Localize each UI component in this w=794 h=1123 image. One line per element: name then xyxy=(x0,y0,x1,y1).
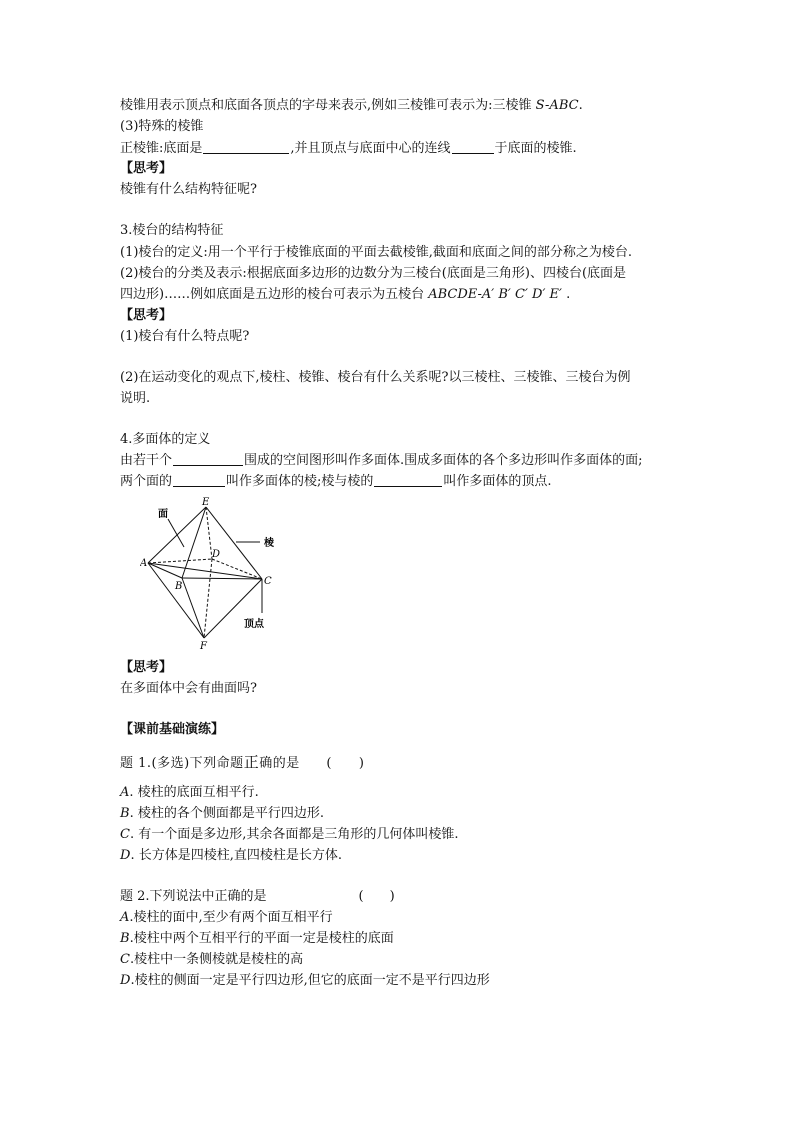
text: 正棱锥:底面是 xyxy=(120,141,203,156)
text: 叫作多面体的棱;棱与棱的 xyxy=(226,474,374,489)
text: 两个面的 xyxy=(120,474,173,489)
vertex-label-E: E xyxy=(202,497,210,508)
math-text: ABCDE-A′ B′ C′ D′ E′ xyxy=(428,287,562,302)
text: . xyxy=(561,287,571,302)
section-heading-practice: 【课前基础演练】 xyxy=(120,722,225,737)
option-text: .棱柱中两个互相平行的平面一定是棱柱的底面 xyxy=(129,931,394,946)
think-heading: 【思考】 xyxy=(120,308,173,323)
option-text: .棱柱中一条侧棱就是棱柱的高 xyxy=(129,952,304,967)
question-1-stem xyxy=(120,752,365,774)
line-pyramid-notation xyxy=(120,96,583,116)
fill-blank[interactable] xyxy=(374,472,442,487)
think-question: (2)在运动变化的观点下,棱柱、棱锥、棱台有什么关系呢?以三棱柱、三棱锥、三棱台为例 xyxy=(120,370,631,385)
option-key: A xyxy=(120,785,130,800)
answer-bracket[interactable]: ( ) xyxy=(358,889,395,904)
text: 棱锥用表示顶点和底面各顶点的字母来表示,例如三棱锥可表示为:三棱锥 xyxy=(120,98,536,113)
question-2-option-d xyxy=(120,971,490,991)
think-question-cont: 说明. xyxy=(120,391,151,406)
text: ,并且顶点与底面中心的连线 xyxy=(290,141,451,156)
edge-AF xyxy=(148,563,204,638)
text: 题 1.(多选)下列命题 xyxy=(120,756,244,771)
text: 叫作多面体的顶点. xyxy=(443,474,552,489)
question-1-option-d xyxy=(120,846,342,866)
label-vertex: 顶点 xyxy=(244,619,264,630)
edge-BF xyxy=(182,578,204,638)
option-key: C xyxy=(120,952,130,967)
vertex-label-D: D xyxy=(212,549,221,560)
question-2-option-c xyxy=(120,950,303,970)
text: 确的是 xyxy=(259,756,300,771)
line-frustum-example xyxy=(120,285,570,305)
think-question: 在多面体中会有曲面吗? xyxy=(120,681,257,696)
line-special-pyramid: (3)特殊的棱锥 xyxy=(120,119,204,134)
vertex-label-F: F xyxy=(200,641,207,652)
fill-blank[interactable] xyxy=(452,139,494,154)
edge-BC xyxy=(182,578,262,579)
question-2-stem xyxy=(120,887,395,907)
label-edge: 棱 xyxy=(264,538,274,549)
question-1-option-b xyxy=(120,804,324,824)
option-key: D xyxy=(120,973,131,988)
question-1-option-a xyxy=(120,783,259,803)
line-regular-pyramid xyxy=(120,139,577,159)
text: 围成的空间图形叫作多面体.围成多面体的各个多边形叫作多面体的面; xyxy=(244,453,643,468)
text: 正 xyxy=(243,753,260,771)
fill-blank[interactable] xyxy=(173,451,243,466)
option-key: D xyxy=(120,848,131,863)
math-text: S-ABC xyxy=(535,98,579,113)
option-text: . 棱柱的底面互相平行. xyxy=(129,785,259,800)
option-text: . 有一个面是多边形,其余各面都是三角形的几何体叫棱锥. xyxy=(129,827,459,842)
think-question: (1)棱台有什么特点呢? xyxy=(120,329,250,344)
edge-EC xyxy=(206,507,262,579)
edge-AD-hidden xyxy=(148,559,212,563)
think-heading: 【思考】 xyxy=(120,161,173,176)
vertex-label-B: B xyxy=(175,581,183,592)
text: 由若干个 xyxy=(120,453,173,468)
question-2-option-a xyxy=(120,908,333,928)
label-face: 面 xyxy=(158,509,168,520)
option-key: A xyxy=(120,910,130,925)
option-key: B xyxy=(120,931,130,946)
text: 于底面的棱锥. xyxy=(494,141,577,156)
edge-EB xyxy=(182,507,206,578)
option-text: . 长方体是四棱柱,直四棱柱是长方体. xyxy=(130,848,342,863)
question-1-option-c xyxy=(120,825,458,845)
text: . xyxy=(578,98,583,113)
answer-bracket[interactable]: ( ) xyxy=(326,756,365,771)
text: 题 2.下列说法中正确的是 xyxy=(120,889,267,904)
text: 四边形)……例如底面是五边形的棱台可表示为五棱台 xyxy=(120,287,429,302)
line-frustum-definition: (1)棱台的定义:用一个平行于棱锥底面的平面去截棱锥,截面和底面之间的部分称之为棱台. xyxy=(120,245,633,260)
vertex-label-A: A xyxy=(140,558,148,569)
think-heading: 【思考】 xyxy=(120,660,173,675)
option-key: B xyxy=(120,806,130,821)
option-text: .棱柱的侧面一定是平行四边形,但它的底面一定不是平行四边形 xyxy=(130,973,490,988)
fill-blank[interactable] xyxy=(173,472,225,487)
option-text: .棱柱的面中,至少有两个面互相平行 xyxy=(129,910,333,925)
vertex-label-C: C xyxy=(264,576,272,587)
option-key: C xyxy=(120,827,130,842)
line-polyhedron-edge xyxy=(120,472,552,492)
section-heading-frustum: 3.棱台的结构特征 xyxy=(120,223,224,238)
line-frustum-classification: (2)棱台的分类及表示:根据底面多边形的边数分为三棱台(底面是三角形)、四棱台(底面是 xyxy=(120,266,627,281)
section-heading-polyhedron: 4.多面体的定义 xyxy=(120,432,211,447)
question-2-option-b xyxy=(120,929,394,949)
option-text: . 棱柱的各个侧面都是平行四边形. xyxy=(129,806,324,821)
think-question: 棱锥有什么结构特征呢? xyxy=(120,182,257,197)
line-polyhedron-definition xyxy=(120,451,643,471)
polyhedron-figure xyxy=(140,495,290,655)
leader-face xyxy=(168,519,184,547)
fill-blank[interactable] xyxy=(203,139,289,154)
